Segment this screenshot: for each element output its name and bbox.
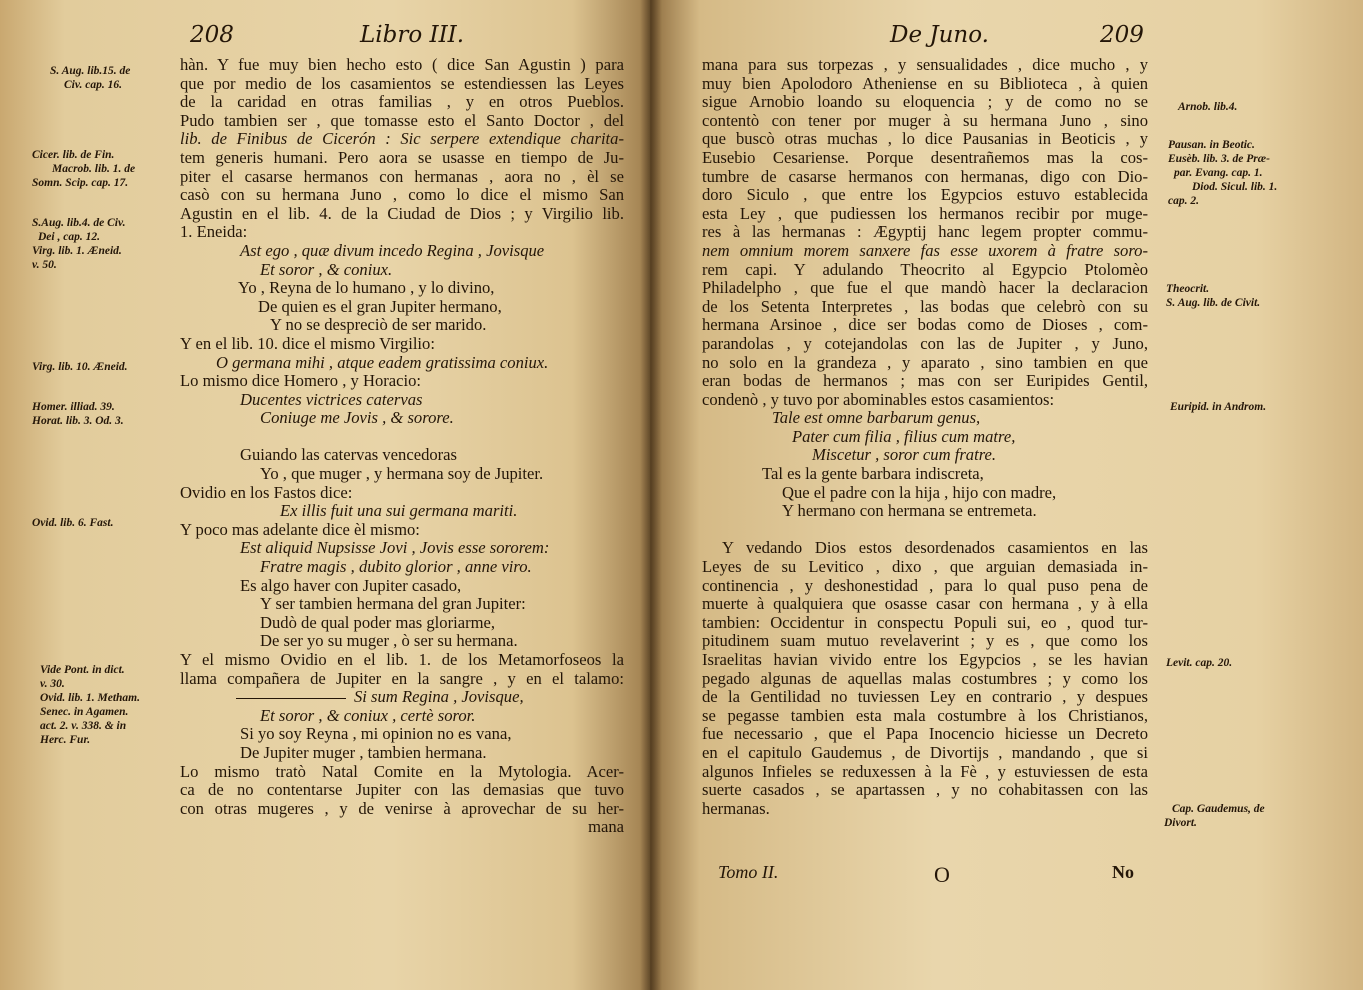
verse-line: Et soror , & coniux , certè soror. [260, 705, 476, 725]
margin-note: Cap. Gaudemus, de Divort. [1164, 803, 1265, 829]
text-line: 1. Eneida: [180, 222, 248, 242]
margin-note: Homer. illiad. 39. Horat. lib. 3. Od. 3. [32, 401, 124, 427]
text-line: en el capitulo Gaudemus , de Divortijs , mandando , que si [702, 742, 1148, 762]
verse-line: Coniuge me Jovis , & sorore. [260, 408, 454, 428]
margin-note: Vide Pont. in dict. v. 30. Ovid. lib. 1. Metham. Senec. in Agamen. act. 2. v. 338. & in Herc. Fur. [40, 664, 140, 746]
text-line: condenò , y tuvo por abominables estos casamientos: [702, 389, 1055, 409]
text-line: lib. de Finibus de Cicerón : Sic serpere extendique charita- [180, 129, 624, 149]
catchword: mana [588, 817, 624, 837]
text-line: llama compañera de Jupiter en la sangre , y en el talamo: [180, 668, 624, 688]
text-line: hermanas. [702, 798, 770, 818]
running-title: Libro III. [360, 22, 465, 48]
text-line: Israelitas havian vivido entre los Egypcios , se les havian [702, 650, 1148, 669]
text-line: piter el casarse hermanos con hermanas , aora no , èl se [180, 166, 624, 186]
verse-line: De quien es el gran Jupiter hermano, [258, 296, 502, 316]
text-line: esta Ley , que pudiessen los hermanos recibir por muge- [702, 203, 1148, 223]
text-line: parandolas , y cotejandolas con las de Jupiter , y Juno, [702, 333, 1148, 353]
right-page [650, 0, 1363, 990]
verse-line: Si sum Regina , Jovisque, [180, 688, 624, 707]
text-line: hermana Arsinoe , dice ser bodas como de Dioses , com- [702, 315, 1148, 335]
text-line: ca de no contentarse Jupiter con las demasias que tuvo [180, 780, 624, 800]
text-line: sigue Arnobio loando su eloquencia ; y de como no se [702, 92, 1148, 112]
margin-note: S. Aug. lib.15. de Civ. cap. 16. [50, 65, 131, 91]
text-line: Y poco mas adelante dice èl mismo: [180, 519, 420, 539]
verse-line: Pater cum filia , filius cum matre, [792, 426, 1016, 446]
text-line: fue necessario , que el Papa Inocencio hiciesse un Decreto [702, 724, 1148, 744]
text-line: hàn. Y fue muy bien hecho esto ( dice San Agustin ) para [180, 55, 624, 74]
text-line: casò con su hermana Juno , como lo dice el mismo San [180, 185, 624, 205]
verse-line: Que el padre con la hija , hijo con madre, [782, 482, 1057, 502]
margin-note: Levit. cap. 20. [1166, 657, 1233, 669]
running-title: De Juno. [890, 22, 989, 48]
text-line: rem capi. Y adulando Theocrito al Egypcio Ptolomèo [702, 259, 1148, 279]
text-line: doro Siculo , que entre los Egypcios estuvo establecida [702, 185, 1148, 205]
text-line: Y el mismo Ovidio en el lib. 1. de los Metamorfoseos la [180, 650, 624, 669]
page-number: 209 [1100, 22, 1144, 48]
margin-note: Arnob. lib.4. [1178, 101, 1238, 113]
verse-line: Y ser tambien hermana del gran Jupiter: [260, 594, 526, 614]
verse-line: Ast ego , quæ divum incedo Regina , Jovisque [240, 240, 545, 260]
text-line: Pudo tambien ser , que tomasse esto el Santo Doctor , del [180, 110, 624, 130]
text-line: Eusebio Cesariense. Porque desentrañemos mas la cos- [702, 147, 1148, 167]
verse-line: Ex illis fuit una sui germana mariti. [280, 501, 518, 521]
margin-note: Virg. lib. 10. Æneid. [32, 361, 128, 373]
text-line: muerte à qualquiera que osasse casar con hermana , y à ella [702, 594, 1148, 614]
verse-line: Es algo haver con Jupiter casado, [240, 575, 462, 595]
text-line: con otras mugeres , y de venirse à aprovechar de su her- [180, 798, 624, 818]
book-gutter [640, 0, 662, 990]
text-line: muy bien Apolodoro Atheniense en su Biblioteca , à quien [702, 73, 1148, 93]
text-line: Ovidio en los Fastos dice: [180, 482, 353, 502]
text-line: Philadelpho , que fue el que mandò hacer la declaracion [702, 278, 1148, 298]
verse-line: De ser yo su muger , ò ser su hermana. [260, 631, 518, 651]
text-line: se pegasse tambien esta mala costumbre à los Christianos, [702, 705, 1148, 725]
text-line: mana para sus torpezas , y sensualidades , dice mucho , y [702, 55, 1148, 74]
text-line: Leyes de su Levitico , dixo , que arguian demasiada in- [702, 557, 1148, 577]
verse-line: Tal es la gente barbara indiscreta, [762, 464, 984, 484]
margin-note: Ovid. lib. 6. Fast. [32, 517, 114, 529]
text-line: de la Gentilidad no tuviessen Ley en contrario , y despues [702, 687, 1148, 707]
verse-line: Si yo soy Reyna , mi opinion no es vana, [240, 724, 512, 744]
verse-line: Yo , que muger , y hermana soy de Jupiter. [260, 464, 544, 484]
text-line: Agustin en el lib. 4. de la Ciudad de Dios ; y Virgilio lib. [180, 203, 624, 223]
verse-line: Miscetur , soror cum fratre. [812, 445, 997, 465]
text-line: contentò con tener por muger à su hermana Juno , sino [702, 110, 1148, 130]
text-line: pegado algunas de aquellas malas costumbres ; y como los [702, 668, 1148, 688]
text-line: de la caridad en otras familias , y en otros Pueblos. [180, 92, 624, 112]
text-line: algunos Infieles se reduxessen à la Fè , y estuviessen de esta [702, 761, 1148, 781]
verse-line: Est aliquid Nupsisse Jovi , Jovis esse sororem: [240, 538, 550, 558]
page-number: 208 [190, 22, 234, 48]
right-page-text [702, 56, 1148, 818]
volume-mark: Tomo II. [718, 862, 779, 882]
verse-line: Guiando las catervas vencedoras [240, 445, 458, 465]
left-page-text [180, 56, 624, 837]
text-line: Y vedando Dios estos desordenados casamientos en las [722, 538, 1148, 558]
text-line: nem omnium morem sanxere fas esse uxorem à fratre soro- [702, 240, 1148, 260]
verse-line: Y no se despreciò de ser marido. [270, 315, 487, 335]
text-line: que por medio de los casamientos se estendiessen las Leyes [180, 73, 624, 93]
verse-line: Fratre magis , dubito glorior , anne viro. [260, 557, 532, 577]
margin-note: S.Aug. lib.4. de Civ. Dei , cap. 12. Virg. lib. 1. Æneid. v. 50. [32, 217, 126, 271]
margin-note: Cicer. lib. de Fin. Macrob. lib. 1. de Somn. Scip. cap. 17. [32, 149, 136, 189]
text-line: no solo en la grandeza , y aparato , sino tambien en que [702, 352, 1148, 372]
verse-line: Et soror , & coniux. [260, 259, 393, 279]
text-line: continencia , y deshonestidad , para lo qual puso pena de [702, 575, 1148, 595]
text-line: tem generis humani. Pero aora se usasse en tiempo de Ju- [180, 147, 624, 167]
verse-line: Ducentes victrices catervas [240, 389, 423, 409]
margin-note: Pausan. in Beotic. Eusèb. lib. 3. de Præ- par. Evang. cap. 1. Diod. Sicul. lib. 1. cap. 2. [1168, 139, 1278, 207]
catchword: No [1112, 862, 1134, 882]
text-line: suerte casados , se apartassen , y no cohabitassen con las [702, 780, 1148, 800]
text-line: tambien: Occidentur in conspectu Populi sui, eo , quod tur- [702, 612, 1148, 632]
text-line: Lo mismo tratò Natal Comite en la Mytologia. Acer- [180, 761, 624, 781]
left-page [0, 0, 650, 990]
text-line: tumbre de casarse hermanos con hermanas, digo con Dio- [702, 166, 1148, 186]
verse-line: De Jupiter muger , tambien hermana. [240, 742, 487, 762]
text-line: Y en el lib. 10. dice el mismo Virgilio: [180, 333, 435, 353]
text-line: Lo mismo dice Homero , y Horacio: [180, 371, 422, 391]
text-line: eran bodas de hermanos ; mas con ser Euripides Gentil, [702, 371, 1148, 391]
margin-note: Euripid. in Androm. [1170, 401, 1267, 413]
verse-line: Dudò de qual poder mas gloriarme, [260, 612, 496, 632]
verse-line: Yo , Reyna de lo humano , y lo divino, [238, 278, 495, 298]
verse-line: O germana mihi , atque eadem gratissima coniux. [216, 352, 549, 372]
text-line: de los Setenta Interpretes , las bodas que celebrò con su [702, 296, 1148, 316]
verse-line: Y hermano con hermana se entremeta. [782, 501, 1037, 521]
margin-note: Theocrit. S. Aug. lib. de Civit. [1166, 283, 1261, 309]
verse-line: Tale est omne barbarum genus, [772, 408, 981, 428]
text-line: res à las hermanas : Ægyptij hanc legem propter commu- [702, 222, 1148, 242]
signature-mark: O [934, 862, 950, 887]
text-line: que buscò otras muchas , lo dice Pausanias in Beoticis , y [702, 129, 1148, 149]
text-line: pitudinem suam mutuo revelaverint ; y es , que como los [702, 631, 1148, 651]
